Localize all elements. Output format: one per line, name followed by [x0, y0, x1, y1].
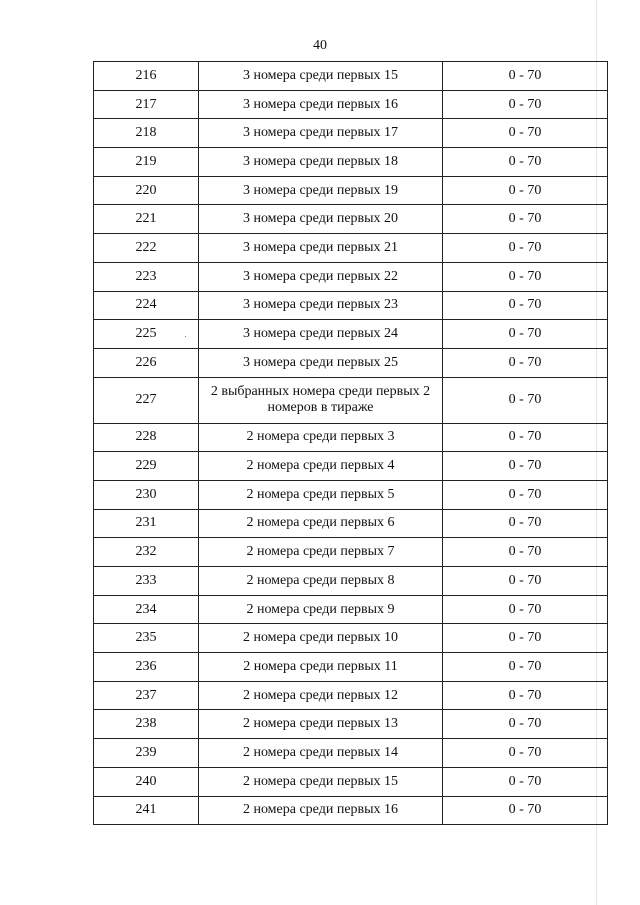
row-number-cell: 235 — [94, 624, 199, 653]
row-description-cell: 2 номера среди первых 6 — [199, 509, 443, 538]
row-number-cell: 234 — [94, 595, 199, 624]
table-row — [94, 176, 608, 205]
row-number-cell: 221 — [94, 205, 199, 234]
row-range-cell: 0 - 70 — [443, 567, 608, 596]
row-number-cell: 225 — [94, 320, 199, 349]
row-description-cell: 3 номера среди первых 18 — [199, 148, 443, 177]
row-range-cell: 0 - 70 — [443, 653, 608, 682]
table-row — [94, 90, 608, 119]
row-number-cell: 228 — [94, 423, 199, 452]
row-range-cell: 0 - 70 — [443, 119, 608, 148]
row-number-cell: 232 — [94, 538, 199, 567]
table-row — [94, 452, 608, 481]
row-range-cell: 0 - 70 — [443, 90, 608, 119]
row-number-cell: 217 — [94, 90, 199, 119]
row-description-cell: 3 номера среди первых 16 — [199, 90, 443, 119]
row-range-cell: 0 - 70 — [443, 509, 608, 538]
row-description-cell: 2 номера среди первых 12 — [199, 681, 443, 710]
row-number-cell: 230 — [94, 480, 199, 509]
table-row — [94, 681, 608, 710]
row-range-cell: 0 - 70 — [443, 348, 608, 377]
row-description-cell: 2 номера среди первых 10 — [199, 624, 443, 653]
row-number-cell: 233 — [94, 567, 199, 596]
row-range-cell: 0 - 70 — [443, 710, 608, 739]
row-range-cell: 0 - 70 — [443, 205, 608, 234]
row-description-cell: 2 номера среди первых 14 — [199, 739, 443, 768]
row-description-cell: 2 номера среди первых 9 — [199, 595, 443, 624]
table-row — [94, 739, 608, 768]
row-description-cell: 3 номера среди первых 24 — [199, 320, 443, 349]
row-description-cell: 2 номера среди первых 8 — [199, 567, 443, 596]
row-range-cell: 0 - 70 — [443, 796, 608, 825]
table-row — [94, 320, 608, 349]
row-range-cell: 0 - 70 — [443, 452, 608, 481]
table-row — [94, 377, 608, 423]
row-range-cell: 0 - 70 — [443, 262, 608, 291]
row-description-cell: 3 номера среди первых 19 — [199, 176, 443, 205]
row-range-cell: 0 - 70 — [443, 767, 608, 796]
table-row — [94, 710, 608, 739]
row-range-cell: 0 - 70 — [443, 423, 608, 452]
row-number-cell: 229 — [94, 452, 199, 481]
table-row — [94, 480, 608, 509]
row-description-cell: 3 номера среди первых 22 — [199, 262, 443, 291]
row-number-cell: 226 — [94, 348, 199, 377]
page-number: 40 — [313, 38, 327, 53]
table-body — [94, 62, 608, 825]
table-row — [94, 767, 608, 796]
row-number-cell: 227 — [94, 377, 199, 423]
row-range-cell: 0 - 70 — [443, 176, 608, 205]
row-number-cell: 240 — [94, 767, 199, 796]
row-description-cell: 2 номера среди первых 13 — [199, 710, 443, 739]
table-row — [94, 567, 608, 596]
row-range-cell: 0 - 70 — [443, 320, 608, 349]
row-range-cell: 0 - 70 — [443, 480, 608, 509]
row-number-cell: 237 — [94, 681, 199, 710]
table-row — [94, 62, 608, 91]
row-number-cell: 220 — [94, 176, 199, 205]
row-number-cell: 222 — [94, 234, 199, 263]
row-range-cell: 0 - 70 — [443, 681, 608, 710]
row-range-cell: 0 - 70 — [443, 739, 608, 768]
row-description-cell: 2 номера среди первых 16 — [199, 796, 443, 825]
row-number-cell: 218 — [94, 119, 199, 148]
row-number-cell: 239 — [94, 739, 199, 768]
table-row — [94, 205, 608, 234]
table-row — [94, 595, 608, 624]
table-row — [94, 509, 608, 538]
row-range-cell: 0 - 70 — [443, 538, 608, 567]
row-number-cell: 224 — [94, 291, 199, 320]
row-description-cell: 2 номера среди первых 15 — [199, 767, 443, 796]
row-number-cell: 238 — [94, 710, 199, 739]
row-range-cell: 0 - 70 — [443, 62, 608, 91]
row-description-cell: 3 номера среди первых 21 — [199, 234, 443, 263]
row-number-cell: 216 — [94, 62, 199, 91]
row-description-cell: 2 номера среди первых 11 — [199, 653, 443, 682]
table-row — [94, 262, 608, 291]
row-description-cell: 3 номера среди первых 20 — [199, 205, 443, 234]
row-description-cell: 3 номера среди первых 25 — [199, 348, 443, 377]
row-description-cell: 2 выбранных номера среди первых 2 номеров в тираже — [199, 377, 443, 423]
row-description-cell: 2 номера среди первых 7 — [199, 538, 443, 567]
table-row — [94, 653, 608, 682]
table-row — [94, 423, 608, 452]
row-description-cell: 3 номера среди первых 23 — [199, 291, 443, 320]
row-range-cell: 0 - 70 — [443, 148, 608, 177]
row-description-cell: 2 номера среди первых 5 — [199, 480, 443, 509]
row-number-cell: 231 — [94, 509, 199, 538]
row-range-cell: 0 - 70 — [443, 624, 608, 653]
table-row — [94, 234, 608, 263]
row-description-cell: 3 номера среди первых 15 — [199, 62, 443, 91]
row-number-cell: 241 — [94, 796, 199, 825]
row-number-cell: 236 — [94, 653, 199, 682]
row-description-cell: 2 номера среди первых 3 — [199, 423, 443, 452]
table-row — [94, 796, 608, 825]
row-number-cell: 219 — [94, 148, 199, 177]
table-row — [94, 119, 608, 148]
table-row — [94, 348, 608, 377]
row-range-cell: 0 - 70 — [443, 291, 608, 320]
table-row — [94, 624, 608, 653]
data-table — [93, 61, 608, 825]
row-range-cell: 0 - 70 — [443, 234, 608, 263]
row-description-cell: 2 номера среди первых 4 — [199, 452, 443, 481]
row-number-cell: 223 — [94, 262, 199, 291]
row-range-cell: 0 - 70 — [443, 595, 608, 624]
row-range-cell: 0 - 70 — [443, 377, 608, 423]
row-description-cell: 3 номера среди первых 17 — [199, 119, 443, 148]
table-row — [94, 538, 608, 567]
table-row — [94, 148, 608, 177]
table-row — [94, 291, 608, 320]
